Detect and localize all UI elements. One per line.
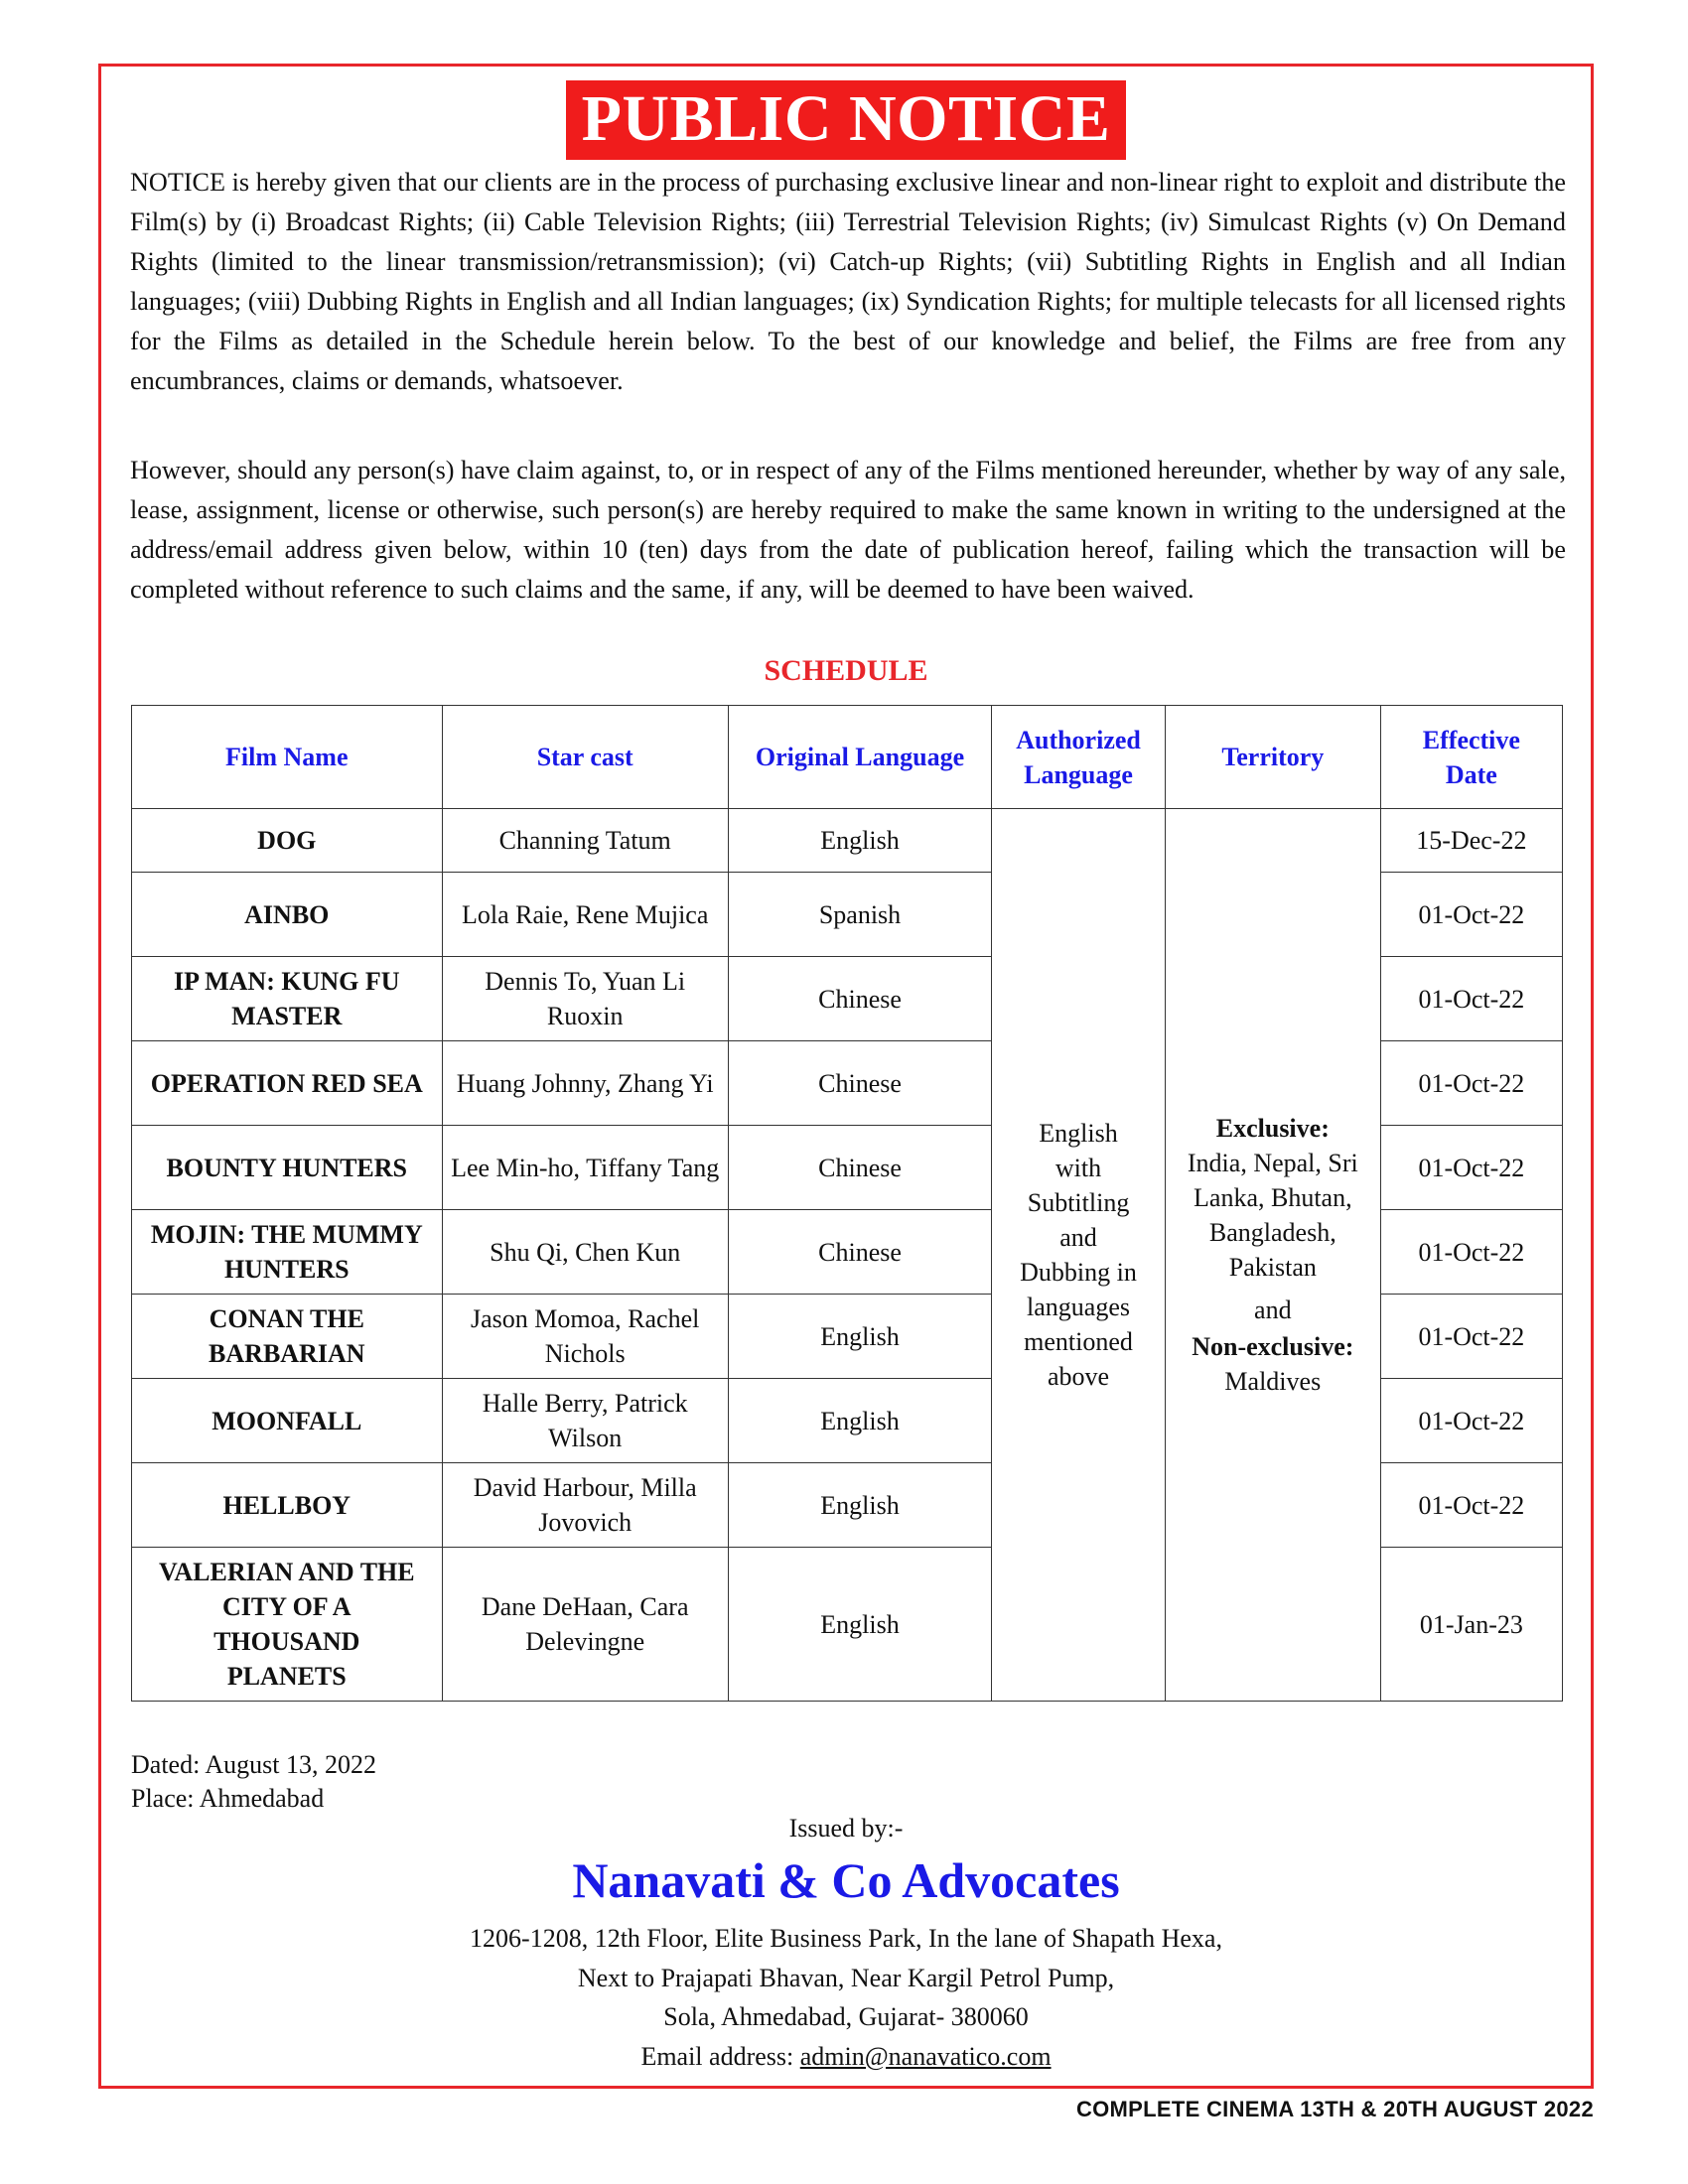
original-language-cell: Chinese xyxy=(728,1126,991,1210)
notice-title: PUBLIC NOTICE xyxy=(566,80,1127,160)
dated-place-block xyxy=(131,1748,376,1816)
effective-date-cell: 01-Oct-22 xyxy=(1380,873,1562,957)
territory-non-exclusive-label: Non-exclusive: xyxy=(1192,1332,1354,1361)
firm-name: Nanavati & Co Advocates xyxy=(572,1852,1120,1908)
title-wrap xyxy=(101,80,1591,160)
effective-date-cell: 01-Oct-22 xyxy=(1380,1463,1562,1548)
star-cast-cell: Dane DeHaan, Cara Delevingne xyxy=(442,1548,728,1702)
territory-and: and xyxy=(1254,1296,1292,1324)
star-cast-cell: Shu Qi, Chen Kun xyxy=(442,1210,728,1295)
film-name-cell: CONAN THE BARBARIAN xyxy=(132,1295,443,1379)
header-authorized-language-line2: Language xyxy=(1024,759,1133,789)
effective-date-cell: 15-Dec-22 xyxy=(1380,809,1562,873)
star-cast-cell: Dennis To, Yuan Li Ruoxin xyxy=(442,957,728,1041)
authorized-language-text: English with Subtitling and Dubbing in languages mentioned above xyxy=(1020,1119,1137,1391)
effective-date-cell: 01-Jan-23 xyxy=(1380,1548,1562,1702)
email-link[interactable]: admin@nanavatico.com xyxy=(799,2041,1052,2071)
address-block xyxy=(101,1919,1591,2076)
film-name-cell xyxy=(132,1548,443,1702)
star-cast-cell: Lola Raie, Rene Mujica xyxy=(442,873,728,957)
table-header-row xyxy=(132,706,1563,809)
territory-non-exclusive-list: Maldives xyxy=(1224,1367,1322,1396)
notice-paragraph-2: However, should any person(s) have claim against, to, or in respect of any of the Films mentioned hereunder, whether by way of any sale, lease, assignment, license or otherwise, such person(s) are hereby required to make the same known in writing to the undersigned at the address/email address given below, within 10 (ten) days from the date of publication hereof, failing which the transaction will be completed without reference to such claims and the same, if any, will be deemed to have been waived. xyxy=(130,456,1566,604)
notice-paragraph-1: NOTICE is hereby given that our clients are in the process of purchasing exclusive linear and non-linear right to exploit and distribute the Film(s) by (i) Broadcast Rights; (ii) Cable Television Rights; (iii) Terrestrial Television Rights; (iv) Simulcast Rights (v) On Demand Rights (limited to the linear transmission/retransmission); (vi) Catch-up Rights; (vii) Subtitling Rights in English and all Indian languages; (viii) Dubbing Rights in English and all Indian languages; (ix) Syndication Rights; for multiple telecasts for all licensed rights for the Films as detailed in the Schedule herein below. To the best of our knowledge and belief, the Films are free from any encumbrances, claims or demands, whatsoever. xyxy=(130,168,1566,395)
film-name-cell: BOUNTY HUNTERS xyxy=(132,1126,443,1210)
effective-date-cell: 01-Oct-22 xyxy=(1380,1210,1562,1295)
film-name-cell: MOJIN: THE MUMMY HUNTERS xyxy=(132,1210,443,1295)
original-language-cell: English xyxy=(728,1295,991,1379)
email-label: Email address: xyxy=(640,2041,800,2071)
header-star-cast: Star cast xyxy=(442,706,728,809)
address-line-1: 1206-1208, 12th Floor, Elite Business Park, In the lane of Shapath Hexa, xyxy=(470,1924,1222,1953)
header-effective-date-line1: Effective xyxy=(1422,725,1520,754)
header-film-name: Film Name xyxy=(132,706,443,809)
schedule-heading: SCHEDULE xyxy=(764,654,928,687)
notice-frame xyxy=(98,64,1594,2089)
effective-date-cell: 01-Oct-22 xyxy=(1380,1295,1562,1379)
table-row xyxy=(132,809,1563,873)
original-language-cell: English xyxy=(728,1548,991,1702)
effective-date-cell: 01-Oct-22 xyxy=(1380,1379,1562,1463)
original-language-cell: English xyxy=(728,809,991,873)
film-name-cell: HELLBOY xyxy=(132,1463,443,1548)
header-original-language: Original Language xyxy=(728,706,991,809)
film-name-cell: DOG xyxy=(132,809,443,873)
star-cast-cell: Huang Johnny, Zhang Yi xyxy=(442,1041,728,1126)
original-language-cell: English xyxy=(728,1463,991,1548)
territory-cell xyxy=(1165,809,1380,1702)
place-line: Place: Ahmedabad xyxy=(131,1784,325,1813)
dated-line: Dated: August 13, 2022 xyxy=(131,1750,376,1779)
star-cast-cell: David Harbour, Milla Jovovich xyxy=(442,1463,728,1548)
header-authorized-language-line1: Authorized xyxy=(1016,725,1141,754)
effective-date-cell: 01-Oct-22 xyxy=(1380,1041,1562,1126)
effective-date-cell: 01-Oct-22 xyxy=(1380,1126,1562,1210)
email-line xyxy=(101,2037,1591,2077)
schedule-table xyxy=(131,705,1563,1702)
film-name-text: VALERIAN AND THE CITY OF A THOUSAND PLANETS xyxy=(158,1558,415,1691)
header-effective-date xyxy=(1380,706,1562,809)
film-name-cell: OPERATION RED SEA xyxy=(132,1041,443,1126)
header-territory: Territory xyxy=(1165,706,1380,809)
effective-date-cell: 01-Oct-22 xyxy=(1380,957,1562,1041)
original-language-cell: Chinese xyxy=(728,957,991,1041)
address-line-2: Next to Prajapati Bhavan, Near Kargil Petrol Pump, xyxy=(577,1963,1115,1992)
film-name-cell: MOONFALL xyxy=(132,1379,443,1463)
issued-by: Issued by:- xyxy=(788,1814,904,1843)
star-cast-cell: Lee Min-ho, Tiffany Tang xyxy=(442,1126,728,1210)
star-cast-cell: Channing Tatum xyxy=(442,809,728,873)
header-effective-date-line2: Date xyxy=(1445,759,1497,789)
authorized-language-cell xyxy=(992,809,1166,1702)
star-cast-cell: Halle Berry, Patrick Wilson xyxy=(442,1379,728,1463)
film-name-cell: IP MAN: KUNG FU MASTER xyxy=(132,957,443,1041)
original-language-cell: Chinese xyxy=(728,1210,991,1295)
territory-exclusive-label: Exclusive: xyxy=(1215,1114,1330,1143)
star-cast-cell: Jason Momoa, Rachel Nichols xyxy=(442,1295,728,1379)
original-language-cell: Chinese xyxy=(728,1041,991,1126)
publication-footer: COMPLETE CINEMA 13TH & 20TH AUGUST 2022 xyxy=(1075,2097,1594,2121)
territory-exclusive-list: India, Nepal, Sri Lanka, Bhutan, Bangladesh, Pakistan xyxy=(1187,1149,1358,1282)
film-name-cell: AINBO xyxy=(132,873,443,957)
original-language-cell: Spanish xyxy=(728,873,991,957)
original-language-cell: English xyxy=(728,1379,991,1463)
header-authorized-language xyxy=(992,706,1166,809)
territory-block xyxy=(1174,1111,1372,1399)
address-line-3: Sola, Ahmedabad, Gujarat- 380060 xyxy=(663,2002,1029,2031)
